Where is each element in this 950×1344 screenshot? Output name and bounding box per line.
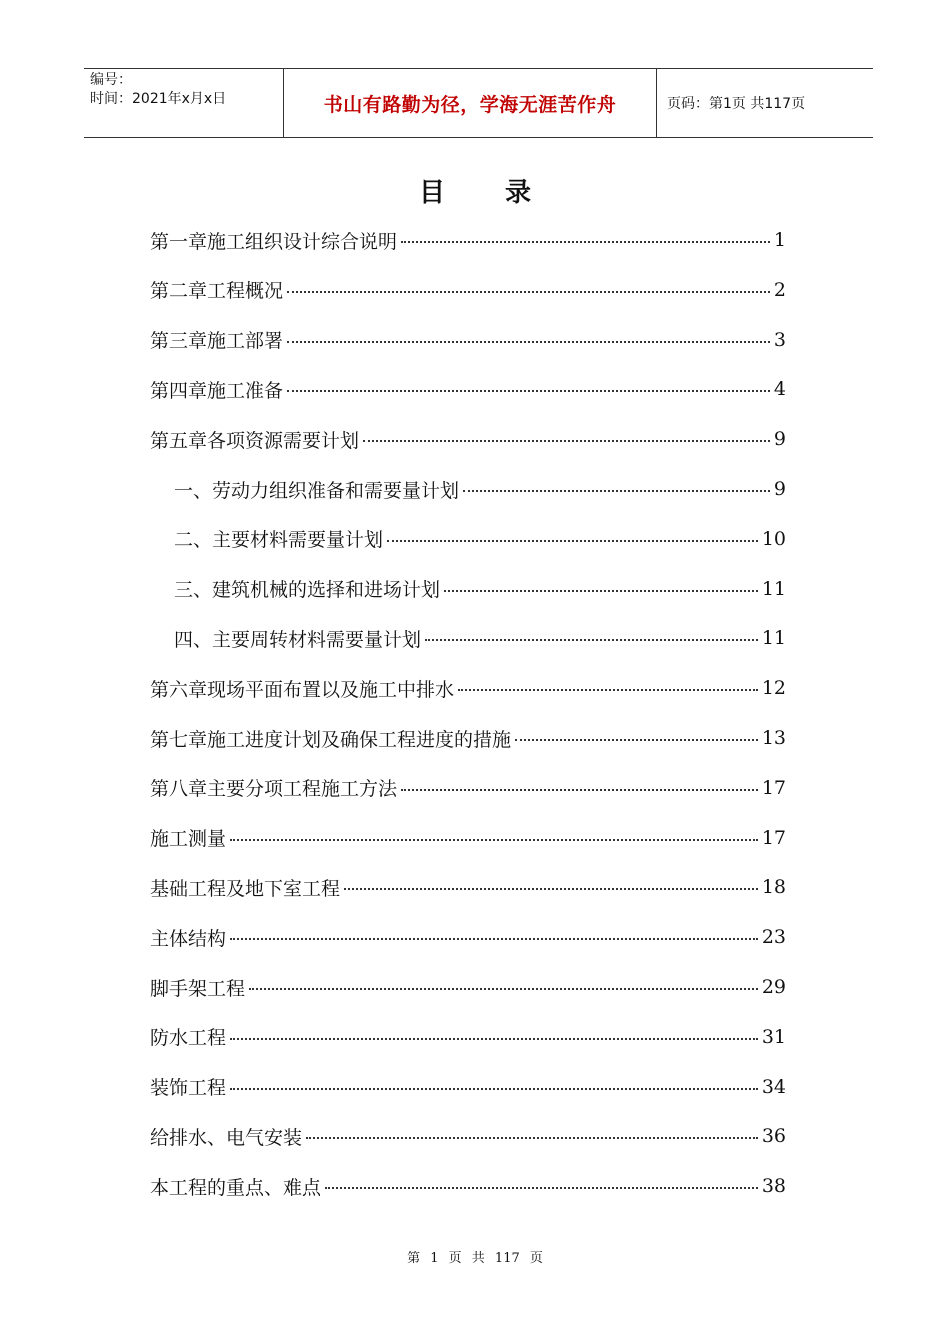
page-info-text: 页码：第1页 共117页 [667,96,806,112]
toc-entry-label: 第七章施工进度计划及确保工程进度的措施 [150,728,512,751]
toc-entry-label: 第二章工程概况 [150,280,284,303]
toc-dot-leader [515,739,758,741]
toc-dot-leader [230,1088,758,1090]
toc-entry[interactable] [150,1017,786,1057]
toc-entry-page: 38 [761,1175,786,1198]
toc-entry-label: 装饰工程 [150,1077,227,1100]
header-motto-cell [284,69,657,137]
toc-entry-page: 11 [761,627,786,650]
toc-entry[interactable] [150,768,786,808]
toc-dot-leader [325,1187,758,1189]
toc-entry[interactable] [150,967,786,1007]
toc-entry-label: 第一章施工组织设计综合说明 [150,230,398,253]
toc-entry-page: 11 [761,577,786,600]
toc-entry-label: 三、建筑机械的选择和进场计划 [174,579,441,602]
toc-dot-leader [401,789,758,791]
toc-dot-leader [230,839,758,841]
toc-dot-leader [444,590,758,592]
toc-entry-page: 13 [761,727,786,749]
toc-entry[interactable] [150,220,786,260]
toc-entry-label: 第六章现场平面布置以及施工中排水 [150,678,455,701]
toc-dot-leader [230,938,758,940]
toc-dot-leader [306,1137,758,1139]
toc-entry-page: 4 [773,378,786,401]
toc-entry-label: 防水工程 [150,1027,227,1050]
toc-entry-page: 3 [773,328,786,351]
toc-dot-leader [425,639,758,641]
toc-entry-page: 31 [761,1025,786,1048]
toc-dot-leader [287,291,770,293]
toc-entry[interactable] [150,1166,786,1206]
toc-entry[interactable] [150,369,786,409]
toc-entry-page: 17 [761,776,786,799]
toc-entry[interactable] [174,519,786,559]
toc-entry-page: 18 [761,876,786,899]
toc-entry-label: 第四章施工准备 [150,379,284,402]
toc-entry[interactable] [174,569,786,609]
date-label: 时间：2021年x月x日 [90,91,227,107]
serial-label: 编号： [90,72,132,88]
toc-entry[interactable] [150,419,786,459]
toc-entry[interactable] [150,270,786,310]
toc-entry-page: 34 [761,1075,786,1098]
page-title: 目录 [418,178,591,208]
toc-entry-label: 二、主要材料需要量计划 [174,529,384,552]
toc-entry-page: 29 [761,976,786,998]
toc-entry-label: 一、劳动力组织准备和需要量计划 [174,479,460,502]
toc-entry[interactable] [174,469,786,509]
toc-entry-page: 36 [761,1125,786,1148]
toc-entry-label: 第八章主要分项工程施工方法 [150,778,398,801]
toc-entry-page: 1 [773,229,786,251]
toc-dot-leader [249,988,758,990]
toc-dot-leader [230,1038,758,1040]
header-meta [84,69,284,137]
toc-entry-page: 17 [761,826,786,849]
toc-entry-label: 给排水、电气安装 [150,1126,303,1149]
toc-entry[interactable] [150,718,786,758]
toc-entry[interactable] [150,917,786,957]
toc-entry[interactable] [150,1116,786,1156]
toc-entry-label: 主体结构 [150,927,227,950]
toc-entry-label: 本工程的重点、难点 [150,1176,322,1199]
toc-entry[interactable] [174,618,786,658]
toc-dot-leader [287,341,770,343]
toc-dot-leader [344,888,758,890]
toc-entry-label: 基础工程及地下室工程 [150,877,341,900]
toc-dot-leader [387,540,758,542]
toc-entry-label: 施工测量 [150,828,227,851]
toc-entry[interactable] [150,1067,786,1107]
page-footer: 第 1 页 共 117 页 [407,1251,543,1266]
toc-entry-page: 2 [773,278,786,301]
toc-entry[interactable] [150,867,786,907]
toc-entry-page: 12 [761,677,786,700]
toc-entry-page: 23 [761,926,786,949]
toc-entry[interactable] [150,818,786,858]
motto-text: 书山有路勤为径，学海无涯苦作舟 [323,93,617,116]
page-header [84,68,873,138]
toc-entry[interactable] [150,668,786,708]
toc-entry-page: 10 [761,527,786,550]
toc-dot-leader [363,440,770,442]
toc-entry-page: 9 [773,478,786,500]
toc-dot-leader [287,390,770,392]
toc-entry-page: 9 [773,428,786,451]
toc-dot-leader [463,490,770,492]
toc-entry-label: 第三章施工部署 [150,330,284,353]
header-page-info [657,69,873,137]
toc-dot-leader [458,689,758,691]
toc-entry[interactable] [150,320,786,360]
toc-dot-leader [401,241,770,243]
toc-entry-label: 四、主要周转材料需要量计划 [174,628,422,651]
toc-entry-label: 第五章各项资源需要计划 [150,429,360,452]
toc-entry-label: 脚手架工程 [150,977,246,1000]
